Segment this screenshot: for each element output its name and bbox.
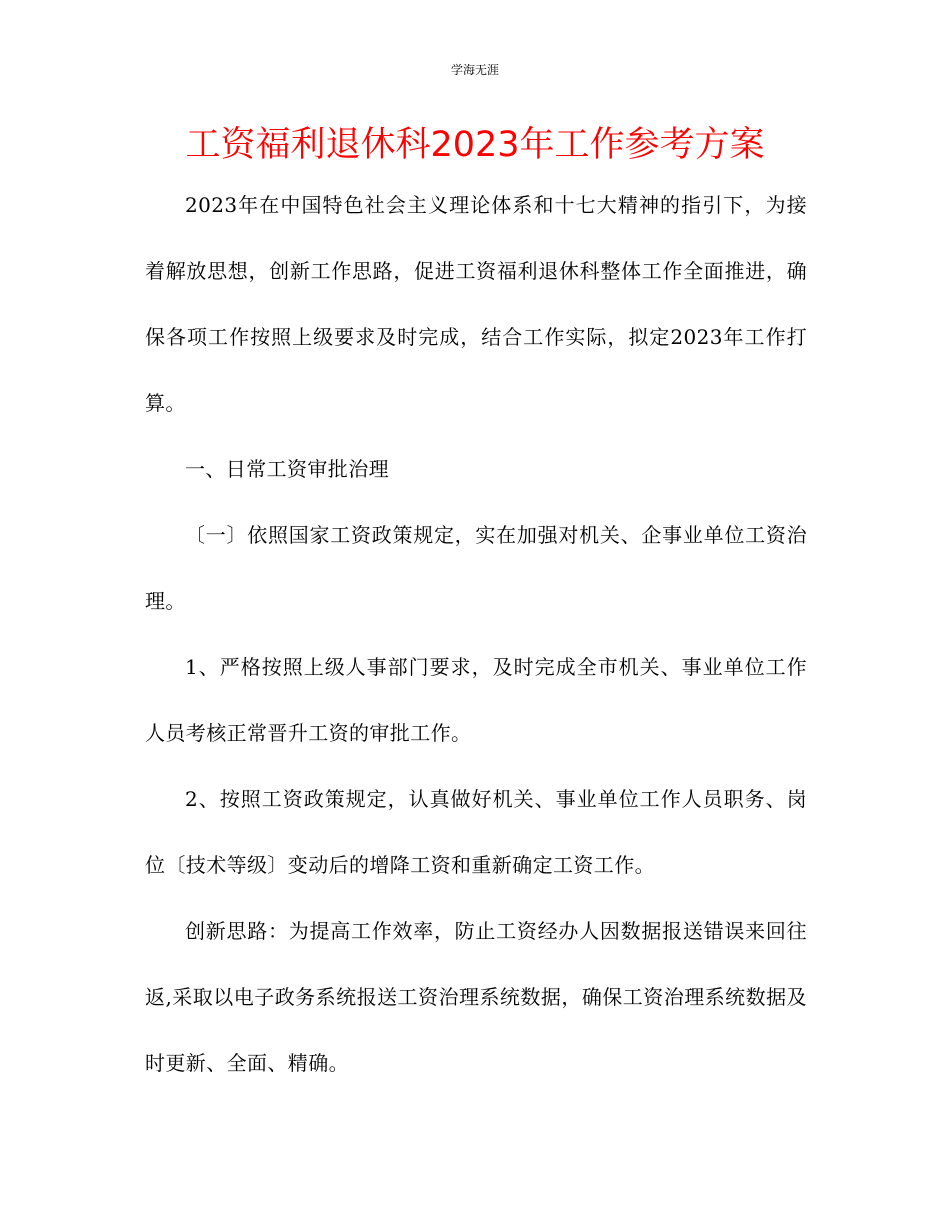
innovation-paragraph: 创新思路：为提高工作效率，防止工资经办人因数据报送错误来回往返,采取以电子政务系统报送工资治理系统数据，确保工资治理系统数据及时更新、全面、精确。 <box>145 919 807 1075</box>
section-heading-1: 一、日常工资审批治理 <box>185 457 389 481</box>
document-body <box>145 172 807 1096</box>
document-title: 工资福利退休科2023年工作参考方案 <box>185 125 765 165</box>
subsection-heading-1: 〔一〕依照国家工资政策规定，实在加强对机关、企事业单位工资治理。 <box>145 523 807 613</box>
item-paragraph-1: 1、严格按照上级人事部门要求，及时完成全市机关、事业单位工作人员考核正常晋升工资的审批工作。 <box>145 655 807 745</box>
page-header: 学海无涯 <box>450 63 499 77</box>
intro-paragraph: 2023年在中国特色社会主义理论体系和十七大精神的指引下，为接着解放思想，创新工作思路，促进工资福利退休科整体工作全面推进，确保各项工作按照上级要求及时完成，结合工作实际，拟定2023年工作打算。 <box>145 193 807 415</box>
item-paragraph-2: 2、按照工资政策规定，认真做好机关、事业单位工作人员职务、岗位〔技术等级〕变动后的增降工资和重新确定工资工作。 <box>145 787 807 877</box>
